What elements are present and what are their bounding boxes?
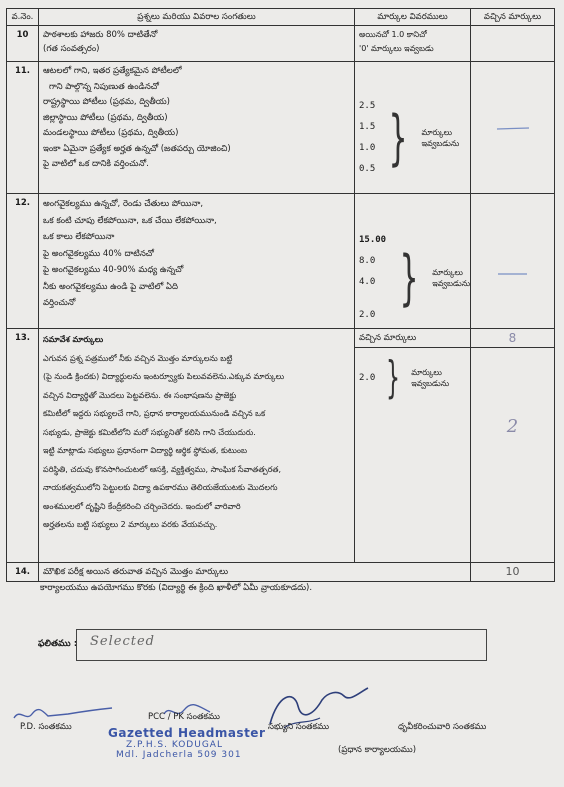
table-row bbox=[7, 329, 555, 563]
question-line: గాని పాల్గొన్న నిపుణుత ఉండినచో bbox=[49, 81, 159, 92]
question-line: (పై నుండి క్రిందకు) విద్యార్థులను ఇంటర్వ్యూకు పిలువవలెను.ఎక్కువ మార్కులు bbox=[43, 372, 285, 381]
awarded-cell bbox=[471, 194, 555, 329]
marks-group bbox=[355, 348, 470, 408]
stamp-line: Gazetted Headmaster bbox=[108, 726, 266, 740]
question-line: జిల్లాస్థాయి పోటీలు (ప్రథమ, ద్వితీయ) bbox=[43, 112, 168, 123]
marks-heading: వచ్చిన మార్కులు bbox=[355, 329, 470, 348]
dash-mark-icon bbox=[493, 119, 533, 139]
mark-value: 2.0 bbox=[359, 373, 376, 383]
office-use-note: కార్యాలయము ఉపయోగము కొరకు (విద్యార్థి ఈ క్రింది ఖాళీలో ఏమీ వ్రాయకూడదు). bbox=[40, 583, 313, 593]
table-row bbox=[7, 26, 555, 62]
awarded-value: 2 bbox=[506, 416, 519, 437]
question-line: పరిస్థితి, చదువు కొనసాగించుటలో ఆసక్తి, వ్యక్తిత్వము, సాంఘిక సేవాతత్పరత, bbox=[43, 464, 282, 474]
question-line: నాయకత్వములోని పెట్టులకు విద్యా ఉపకారము తెలియజేయుటకు మొదలగు bbox=[43, 483, 278, 492]
mark-value: 15.00 bbox=[359, 235, 387, 245]
mark-value: 8.0 bbox=[359, 256, 376, 266]
table-row bbox=[7, 563, 555, 582]
question-line: పై అంగవైకల్యము 40% దాటినచో bbox=[43, 248, 154, 259]
row-number: 11. bbox=[7, 62, 39, 194]
question-line: వచ్చిన విద్యార్థితో మొదలు పెట్టవలెను. ఈ సంభాషణను ప్రాజెక్టు bbox=[43, 390, 237, 400]
stamp-line: Mdl. Jadcherla 509 301 bbox=[116, 750, 242, 760]
question-cell bbox=[39, 329, 355, 563]
table-header-row bbox=[7, 9, 555, 26]
marks-detail-cell bbox=[355, 329, 471, 563]
brace-icon: } bbox=[386, 352, 401, 403]
dash-mark-icon bbox=[493, 264, 533, 284]
question-title: సమావేశ మార్కులు bbox=[43, 335, 104, 344]
question-line: పై అంగవైకల్యము 40-90% మధ్య ఉన్నచో bbox=[43, 265, 184, 275]
row-number: 13. bbox=[7, 329, 39, 563]
question-line: రాష్ట్రస్థాయి పోటీలు (ప్రథమ, ద్వితీయ) bbox=[43, 97, 170, 107]
question-line: నీకు అంగవైకల్యము ఉండి పై వాటిలో ఏది bbox=[43, 281, 178, 292]
mark-value: 4.0 bbox=[359, 277, 376, 287]
headmaster-stamp bbox=[108, 726, 265, 760]
question-cell bbox=[39, 26, 355, 62]
question-line: సభ్యుడు, ప్రాజెక్టు కమిటీలోని మరో సభ్యునితో కలిసి గాని చేయుదురు. bbox=[43, 427, 256, 437]
member-signature-label: సభ్యుని సంతకము bbox=[268, 722, 330, 732]
question-line: ఎగువన ప్రశ్న పత్రములో నీకు వచ్చిన మొత్తం మార్కులను బట్టి bbox=[43, 353, 233, 363]
col-no-header: వ.నెం. bbox=[7, 9, 39, 26]
table-row bbox=[7, 194, 555, 329]
marks-table bbox=[6, 8, 555, 582]
question-cell bbox=[39, 62, 355, 194]
stamp-line: Z.P.H.S. KODUGAL bbox=[126, 740, 223, 750]
marks-group bbox=[359, 96, 466, 180]
question-cell: మౌఖిక పరీక్ష అయిన తరువాత వచ్చిన మొత్తం మార్కులు bbox=[39, 563, 471, 582]
brace-icon: } bbox=[388, 103, 408, 173]
col-marks-detail-header: మార్కుల వివరములు bbox=[355, 9, 471, 26]
question-line: ఇంకా ఏమైనా ప్రత్యేక అర్హత ఉన్నచో (జతపర్చు యోజించి) bbox=[43, 143, 231, 154]
officer-signature-sub: (ప్రధాన కార్యాలయము) bbox=[338, 745, 417, 755]
marks-group bbox=[359, 230, 471, 326]
question-line: (గత సంవత్సరం) bbox=[43, 44, 100, 54]
marks-label: మార్కులు ఇవ్వబడును bbox=[421, 128, 460, 148]
question-line: అంగవైకల్యము ఉన్నచో, రెండు చేతులు పోయినా, bbox=[43, 199, 204, 209]
marks-detail-cell bbox=[355, 62, 471, 194]
marks-label: మార్కులు ఇవ్వబడును bbox=[411, 368, 450, 388]
awarded-cell: 10 bbox=[471, 563, 555, 582]
question-cell bbox=[39, 194, 355, 329]
mark-value: 1.0 bbox=[359, 143, 376, 153]
table-row bbox=[7, 62, 555, 194]
question-line: ఒక కంటి చూపు లేకపోయినా, ఒక చేయి లేకపోయినా, bbox=[43, 215, 217, 226]
question-line: ఆటలలో గాని, ఇతర ప్రత్యేకమైన పోటీలలో bbox=[43, 66, 182, 76]
mark-value: 2.0 bbox=[359, 310, 376, 320]
mark-value: 0.5 bbox=[359, 164, 376, 174]
row-number: 14. bbox=[7, 563, 39, 582]
question-line: ఇట్టి మాట్లాడు సభ్యులు ప్రధానంగా విద్యార్థి ఆర్థిక స్థోమత, కుటుంబ bbox=[43, 446, 247, 455]
question-line: కమిటీలో ఇద్దరు సభ్యులచే గాని, ప్రధాన కార్యాలయమునుండి వచ్చిన ఒక bbox=[43, 409, 266, 418]
question-line: పాఠశాలకు హాజరు 80% దాటితేనో bbox=[43, 30, 158, 40]
awarded-top bbox=[471, 329, 554, 348]
officer-signature-label: ధృవీకరించువారి సంతకము bbox=[398, 722, 487, 732]
awarded-cell bbox=[471, 26, 555, 62]
row-number: 12. bbox=[7, 194, 39, 329]
marks-values bbox=[359, 96, 375, 180]
awarded-top-value: 8 bbox=[508, 331, 517, 345]
question-line: మండలస్థాయి పోటీలు (ప్రథమ, ద్వితీయ) bbox=[43, 128, 179, 138]
result-value: Selected bbox=[90, 634, 155, 649]
mark-value: 1.5 bbox=[359, 122, 376, 132]
marks-detail-cell bbox=[355, 26, 471, 62]
marks-detail-line: అయినచో 1.0 కానిచో bbox=[359, 30, 427, 39]
pd-signature-label: P.D. సంతకము bbox=[20, 722, 72, 732]
row-number: 10 bbox=[7, 26, 39, 62]
col-question-header: ప్రశ్నలు మరియు వివరాల సంగతులు bbox=[39, 9, 355, 26]
question-line: ఒక కాలు లేకపోయినా bbox=[43, 232, 115, 242]
question-line: అంశములలో దృష్టిని కేంద్రీకరించి చర్చించెదరు. ఇందులో వారివారి bbox=[43, 501, 241, 511]
marks-label: మార్కులు ఇవ్వబడును bbox=[432, 268, 471, 288]
brace-icon: } bbox=[399, 243, 419, 313]
result-label: ఫలితము : bbox=[38, 639, 78, 649]
marks-detail-cell bbox=[355, 194, 471, 329]
awarded-cell bbox=[471, 329, 555, 563]
marks-values bbox=[359, 230, 386, 326]
pcc-signature-label: PCC / PK సంతకము bbox=[148, 712, 220, 722]
col-awarded-header: వచ్చిన మార్కులు bbox=[471, 9, 555, 26]
awarded-cell bbox=[471, 62, 555, 194]
marks-detail-line: '0' మార్కులు ఇవ్వబడు bbox=[359, 44, 434, 53]
question-line: వర్తించునో bbox=[43, 298, 76, 308]
question-line: పై వాటిలో ఒక దానికి వర్తించునో. bbox=[43, 159, 149, 169]
question-line: అర్హతలను బట్టి సభ్యులు 2 మార్కులు వరకు వేయవచ్చు. bbox=[43, 520, 218, 529]
mark-value: 2.5 bbox=[359, 101, 376, 111]
